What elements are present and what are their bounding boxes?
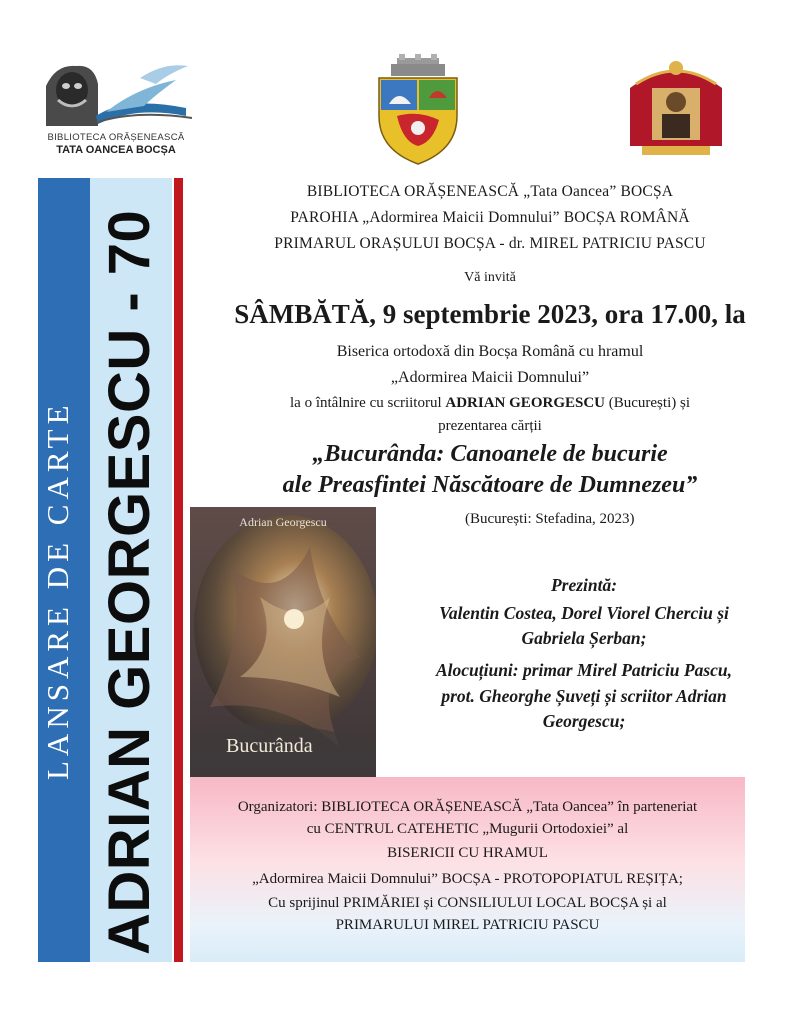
book-cover-author: Adrian Georgescu [239, 515, 327, 529]
presenters-line2: Gabriela Șerban; [521, 628, 647, 648]
library-logo-line2: TATA OANCEA BOCȘA [56, 144, 176, 156]
meeting-post: (București) și [605, 395, 690, 411]
author-anniversary-title: ADRIAN GEORGESCU - 70 [97, 209, 162, 955]
meeting-author: ADRIAN GEORGESCU [445, 395, 605, 411]
event-place-line1: Biserica ortodoxă din Bocșa Română cu hramul [336, 343, 644, 360]
publisher-info: (București: Stefadina, 2023) [465, 511, 635, 527]
book-title-line2: ale Preasfintei Născătoare de Dumnezeu” [282, 472, 698, 498]
header-line-library: BIBLIOTECA ORĂȘENEASCĂ „Tata Oancea” BOCȘA [306, 183, 674, 200]
organizers-box [190, 777, 745, 962]
presenters-line1: Valentin Costea, Dorel Viorel Cherciu și [439, 603, 729, 623]
speeches-line2: prot. Gheorghe Șuveți și scriitor Adrian [441, 686, 727, 706]
presents-heading: Prezintă: [550, 575, 618, 595]
header-line-parish: PAROHIA „Adormirea Maicii Domnului” BOCȘA ROMÂNĂ [290, 209, 690, 226]
header-line-mayor: PRIMARUL ORAȘULUI BOCȘA - dr. MIREL PATRICIU PASCU [274, 235, 706, 252]
speeches-line1: Alocuțiuni: primar Mirel Patriciu Pascu, [435, 660, 733, 680]
side-band-red [174, 178, 183, 962]
parish-seal-icon [622, 58, 730, 158]
library-logo-line1: BIBLIOTECA ORĂȘENEASCĂ [47, 132, 185, 143]
book-title-line1: „Bucurânda: Canoanele de bucurie [312, 441, 668, 467]
town-crest-icon [373, 54, 463, 166]
speeches-line3: Georgescu; [542, 711, 626, 731]
organizers-line1: Organizatori: BIBLIOTECA ORĂȘENEASCĂ „Tata Oancea” în parteneriat [237, 799, 698, 815]
organizers-line4: „Adormirea Maicii Domnului” BOCȘA - PROTOPOPIATUL REȘIȚA; [252, 871, 683, 887]
event-date: SÂMBĂTĂ, 9 septembrie 2023, ora 17.00, la [234, 299, 746, 329]
book-cover-title: Bucurânda [226, 735, 313, 757]
event-place-line2: „Adormirea Maicii Domnului” [390, 369, 590, 386]
book-cover [190, 507, 376, 777]
library-logo-icon [36, 56, 196, 128]
organizers-line3: BISERICII CU HRAMUL [387, 845, 548, 861]
library-logo [36, 56, 196, 160]
organizers-line6: PRIMARULUI MIREL PATRICIU PASCU [335, 917, 600, 933]
meeting-line [190, 395, 790, 412]
organizers-line5: Cu sprijinul PRIMĂRIEI și CONSILIULUI LOCAL BOCȘA și al [268, 895, 667, 911]
organizers-line2: cu CENTRUL CATEHETIC „Mugurii Ortodoxiei” al [306, 821, 629, 837]
presentation-line: prezentarea cărții [438, 418, 542, 434]
meeting-pre: la o întâlnire cu scriitorul [290, 395, 446, 411]
invite-text: Vă invită [464, 270, 516, 285]
book-launch-label: LANSARE DE CARTE [40, 400, 75, 780]
